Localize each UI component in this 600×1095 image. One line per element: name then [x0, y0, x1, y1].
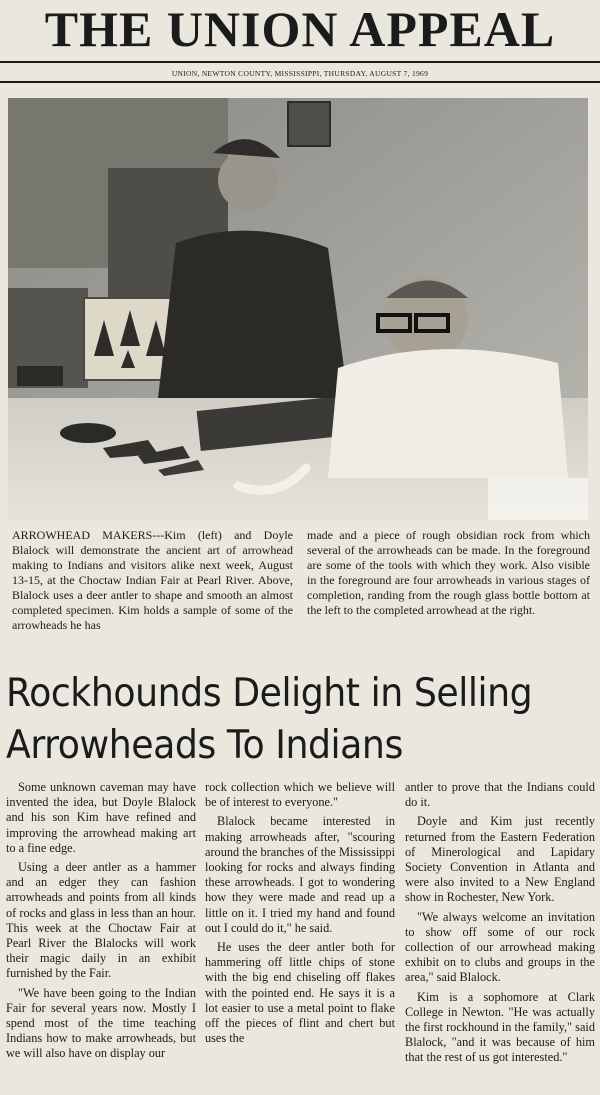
article-column-3	[405, 780, 595, 1070]
article-paragraph: "We have been going to the Indian Fair for several years now. Mostly I spend most of the time teaching Indians how to make arrowheads, but we will also have on display our	[6, 985, 196, 1061]
dateline: UNION, NEWTON COUNTY, MISSISSIPPI, THURSDAY, AUGUST 7, 1969	[171, 69, 429, 78]
article-paragraph: He uses the deer antler both for hammering off little chips of stone with the big end chiseling off flakes with the pointed end. He says it is a lot easier to use a metal point to flake off the pieces of flint and chert but uses the	[205, 940, 395, 1046]
article-headline	[6, 668, 555, 772]
headline-line-1: Rockhounds Delight in Selling	[6, 671, 533, 716]
article-paragraph: rock collection which we believe will be of interest to everyone."	[205, 780, 395, 810]
photo-caption-right: made and a piece of rough obsidian rock from which several of the arrowheads can be made. In the foreground are some of the tools with which they work. Also visible in the foreground are four arrowheads in various stages of completion, randing from the rough glass bottle bottom at the left to the completed arrowhead at the right.	[307, 528, 590, 617]
article-paragraph: Blalock became interested in making arrowheads after, "scouring around the branches of the Mississippi looking for rocks and always finding these arrowheads. I got to wondering how they were made and read up a little on it. I tried my hand and found out I could do it," he said.	[205, 814, 395, 935]
news-photo	[8, 98, 588, 520]
article-paragraph: "We always welcome an invitation to show off some of our rock collection of our arrowhead making exhibit on to clubs and groups in the area," said Blalock.	[405, 909, 595, 985]
article-paragraph: Kim is a sophomore at Clark College in Newton. "He was actually the first rockhound in the family," said Blalock, "and it was because of him that the rest of us got interested."	[405, 989, 595, 1065]
photo-illustration	[8, 98, 588, 520]
photo-caption-left: ARROWHEAD MAKERS---Kim (left) and Doyle Blalock will demonstrate the ancient art of arrowhead making to Indians and visitors alike next week, August 13-15, at the Choctaw Indian Fair at Pearl River. Above, Blalock uses a deer antler to shape and smooth an almost completed specimen. Kim holds a sample of some of the arrowheads he has	[12, 528, 293, 632]
headline-line-2: Arrowheads To Indians	[6, 723, 403, 768]
masthead: THE UNION APPEAL	[44, 1, 556, 57]
article-paragraph: Doyle and Kim just recently returned from the Eastern Federation of Minerological and Lapidary Society Convention in Atlanta and were also invited to a New England show in Rochester, New York.	[405, 814, 595, 905]
article-paragraph: Using a deer antler as a hammer and an edger they can fashion arrowheads and points from all kinds of rocks and glass in less than an hour. This week at the Choctaw Fair at Pearl River the Blalocks will work their magic daily in an exhibit furnished by the Fair.	[6, 860, 196, 981]
article-column-1	[6, 780, 196, 1066]
article-paragraph: antler to prove that the Indians could do it.	[405, 780, 595, 810]
masthead-rule-top	[0, 61, 600, 63]
masthead-rule-bottom	[0, 81, 600, 83]
article-column-2	[205, 780, 395, 1050]
article-paragraph: Some unknown caveman may have invented the idea, but Doyle Blalock and his son Kim have refined and improving the arrowhead making art to a fine edge.	[6, 780, 196, 855]
